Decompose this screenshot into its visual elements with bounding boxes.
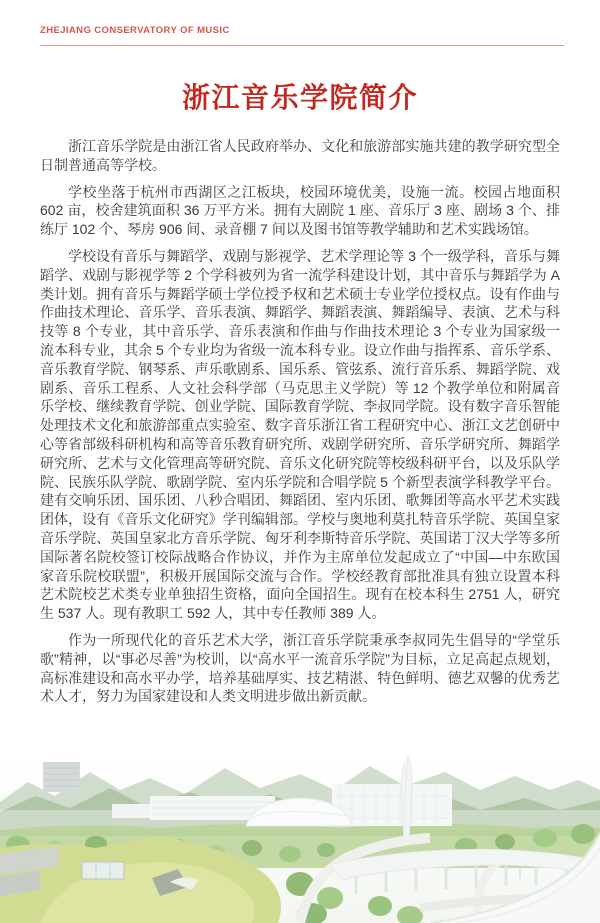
paragraph-academics: 学校设有音乐与舞蹈学、戏剧与影视学、艺术学理论等 3 个一级学科，音乐与舞蹈学、戏剧与影视学等 2 个学科被列为省一流学科建设计划，其中音乐与舞蹈学为 A 类计划。拥有音乐与舞蹈学硕士学位授予权和艺术硕士专业学位授权点。设有作曲与作曲技术理论、音乐学、音乐表演、舞蹈学、舞蹈表演、舞蹈编导、表演、艺术与科技等 8 个专业，其中音乐学、音乐表演和作曲与作曲技术理论 3 个专业为国家级一流本科专业，其余 5 个专业均为省级一流本科专业。设立作曲与指挥系、音乐学系、音乐教育学院、钢琴系、声乐歌剧系、国乐系、管弦系、流行音乐系、舞蹈学院、戏剧系、音乐工程系、人文社会科学部（马克思主义学院）等 12 个教学单位和附属音乐学校、继续教育学院、创业学院、国际教育学院、李叔同学院。设有数字音乐智能处理技术文化和旅游部重点实验室、数字音乐浙江省工程研究中心、浙江文艺创研中心等省部级科研机构和高等音乐教育研究所、戏剧学研究所、音乐学研究所、舞蹈学研究所、艺术与文化管理高等研究院、音乐文化研究院等校级科研平台，以及乐队学院、民族乐队学院、歌剧学院、室内乐学院和合唱学院 5 个新型表演学科教学平台。建有交响乐团、国乐团、八秒合唱团、舞蹈团、室内乐团、歌舞团等高水平艺术实践团体，设有《音乐文化研究》学刊编辑部。学校与奥地利莫扎特音乐学院、英国皇家音乐学院、英国皇家北方音乐学院、匈牙利李斯特音乐学院、英国诺丁汉大学等多所国际著名院校签订校际战略合作协议，并作为主席单位发起成立了“中国—中东欧国家音乐院校联盟”，积极开展国际交流与合作。学校经教育部批准具有独立设置本科艺术院校艺术类专业单独招生资格，面向全国招生。现有在校本科生 2751 人，研究生 537 人。现有教职工 592 人，其中专任教师 389 人。 [40, 247, 560, 622]
page-title: 浙江音乐学院简介 [181, 83, 418, 114]
org-name-en: ZHEJIANG CONSERVATORY OF MUSIC [40, 25, 230, 36]
paragraph-vision: 作为一所现代化的音乐艺术大学，浙江音乐学院秉承李叔同先生倡导的“学堂乐歌”精神，以“事必尽善”为校训，以“高水平一流音乐学院”为目标，立足高起点规划，高标准建设和高水平办学，培养基础厚实、技艺精湛、特色鲜明、德艺双馨的优秀艺术人才，努力为国家建设和人类文明进步做出新贡献。 [40, 631, 560, 705]
campus-photo [0, 756, 600, 923]
article-body [40, 137, 560, 706]
wash-overlay [0, 756, 600, 923]
header-rule [40, 45, 564, 46]
paragraph-intro: 浙江音乐学院是由浙江省人民政府举办、文化和旅游部实施共建的教学研究型全日制普通高等学校。 [40, 138, 560, 173]
paragraph-campus: 学校坐落于杭州市西湖区之江板块，校园环境优美，设施一流。校园占地面积 602 亩，校舍建筑面积 36 万平方米。拥有大剧院 1 座、音乐厅 3 座、剧场 3 个、排练厅 102 个、琴房 906 间、录音棚 7 间以及图书馆等教学辅助和艺术实践场馆。 [40, 183, 560, 238]
masthead [0, 0, 600, 46]
